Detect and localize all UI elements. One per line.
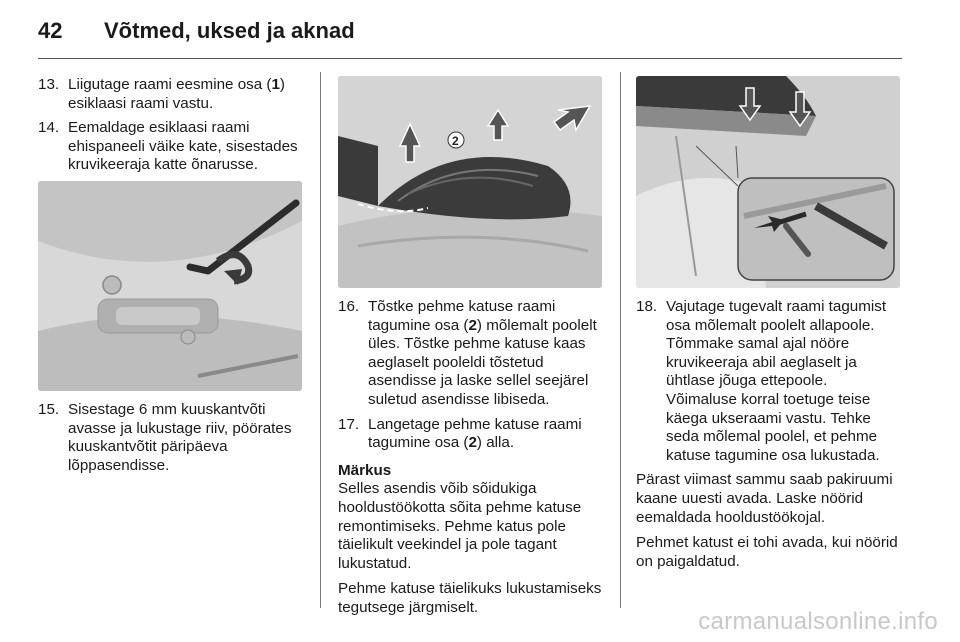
- column-3: [636, 76, 902, 578]
- page-number: 42: [38, 18, 63, 43]
- hex-key-illustration: [38, 181, 302, 391]
- step-number: 16.: [338, 298, 360, 315]
- step-number: 13.: [38, 76, 60, 93]
- column-divider-2: [620, 72, 621, 608]
- figure-callout-2: 2: [452, 134, 459, 148]
- step-text: [368, 416, 604, 453]
- step-16: [338, 298, 604, 410]
- step-number: 14.: [38, 119, 60, 137]
- step-text-post: ) esiklaasi raami vastu.: [68, 76, 285, 112]
- step-text-pre: Tõstke pehme katuse raami tagumine osa (: [368, 298, 556, 334]
- watermark: carmanualsonline.info: [698, 608, 938, 635]
- step-number: 17.: [338, 415, 360, 433]
- step-text: Eemaldage esiklaasi raami ehispaneeli väike kate, sisestades kruvikeeraja katte õnarusse.: [68, 119, 298, 174]
- step-15: [38, 401, 306, 475]
- paragraph-1: Pärast viimast sammu saab pakiruumi kaane uuesti avada. Laske nöörid eemaldada hooldustöökojal.: [636, 471, 893, 526]
- step-text-pre: Langetage pehme katuse raami tagumine osa (: [368, 415, 582, 452]
- step-text-post: ) alla.: [476, 434, 515, 452]
- page-header: [38, 18, 355, 48]
- step-13: [38, 76, 306, 113]
- part-reference: 1: [271, 76, 280, 93]
- part-reference: 2: [468, 316, 477, 334]
- header-rule: [38, 58, 902, 59]
- rear-frame-illustration: [636, 76, 900, 288]
- figure-hex-key: [38, 181, 302, 391]
- step-text: Sisestage 6 mm kuuskantvõti avasse ja lukustage riiv, pöörates kuuskantvõtit päripäeva lõppasendisse.: [68, 400, 292, 474]
- note-paragraph-1: Selles asendis võib sõidukiga hooldustöökotta sõita pehme katuse remontimiseks. Pehme katus pole täielikult veekindel ja pole tagant lukustatud.: [338, 480, 582, 572]
- note-title: Märkus: [338, 461, 392, 479]
- step-text-pre: Liigutage raami eesmine osa (: [68, 76, 272, 93]
- soft-top-illustration: [338, 76, 602, 288]
- figure-soft-top-lid: [338, 76, 602, 288]
- step-number: 18.: [636, 298, 658, 315]
- step-17: [338, 416, 604, 453]
- step-text: [368, 298, 604, 410]
- paragraph-2: Pehmet katust ei tohi avada, kui nöörid on paigaldatud.: [636, 534, 898, 570]
- step-text: Vajutage tugevalt raami tagumist osa mõlemalt poolelt allapoole. Tõmmake samal ajal nööre kruvikeeraja abil aeglaselt ja ühtlase jõuga ettepoole. Võimaluse korral toetuge teise käega ukseraami vastu. Tehke seda mõlemal poolel, et pehme katuse tagumine osa lukustada.: [666, 298, 887, 464]
- figure-rear-frame: [636, 76, 900, 288]
- column-2: [338, 76, 604, 625]
- step-14: [38, 119, 306, 175]
- step-text: [68, 76, 306, 113]
- step-18: [636, 298, 902, 465]
- note-paragraph-2: Pehme katuse täielikuks lukustamiseks tegutsege järgmiselt.: [338, 580, 602, 616]
- column-1: [38, 76, 306, 481]
- step-text-post: ) mõlemalt poolelt üles. Tõstke pehme katuse kaas aeglaselt pooleldi tõstetud asendisse ja laske sellel seejärel suletud asendisse libiseda.: [368, 316, 597, 408]
- part-reference: 2: [468, 434, 477, 452]
- step-number: 15.: [38, 400, 60, 418]
- page-title: Võtmed, uksed ja aknad: [104, 18, 355, 43]
- column-divider-1: [320, 72, 321, 608]
